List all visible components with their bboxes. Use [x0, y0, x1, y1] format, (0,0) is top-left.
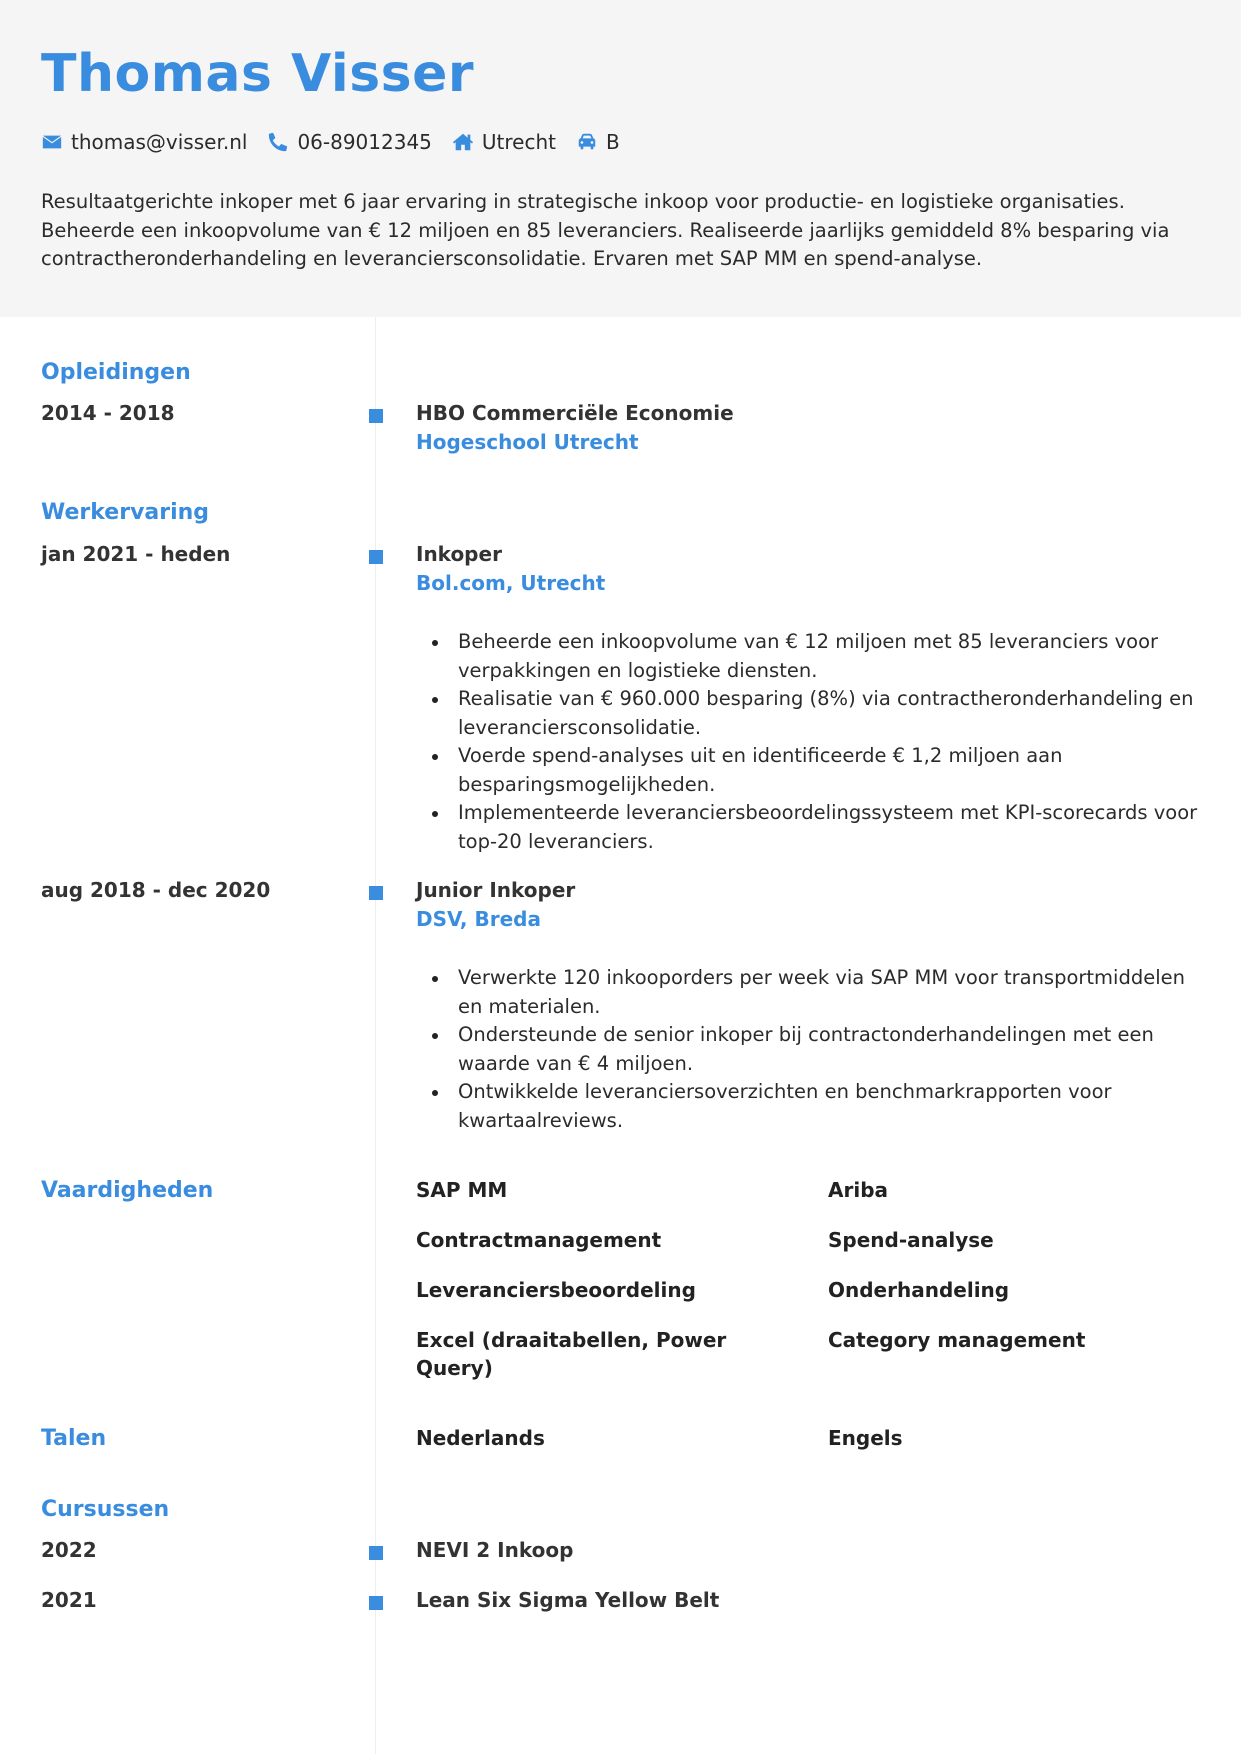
- header: [0, 0, 1241, 317]
- section-title-education: Opleidingen: [41, 360, 191, 385]
- skill-item: Contractmanagement: [416, 1228, 662, 1252]
- contact-phone: [267, 130, 431, 154]
- section-title-experience: Werkervaring: [41, 500, 210, 525]
- profile-summary: Resultaatgerichte inkoper met 6 jaar ervaring in strategische inkoop voor productie- en logistieke organisaties. Beheerde een inkoopvolume van € 12 miljoen en 85 leveranciers. Realiseerde jaarlijks gemiddeld 8% besparing via contractheronderhandeling en leveranciersconsolidatie. Ervaren met SAP MM en spend-analyse.: [41, 190, 1170, 270]
- timeline-marker: [369, 550, 383, 564]
- course-date: 2021: [41, 1588, 97, 1612]
- skill-item: Excel (draaitabellen, Power Query): [416, 1328, 727, 1380]
- timeline-marker: [369, 1596, 383, 1610]
- section-title-courses: Cursussen: [41, 1497, 170, 1522]
- job-title: Inkoper: [416, 542, 502, 566]
- job-company: Bol.com, Utrecht: [416, 571, 606, 595]
- timeline-marker: [369, 409, 383, 423]
- skill-item: Leveranciersbeoordeling: [416, 1278, 696, 1302]
- list-item: Beheerde een inkoopvolume van € 12 miljoen met 85 leveranciers voor verpakkingen en logistieke diensten.: [432, 628, 1212, 685]
- license-text: B: [606, 130, 620, 154]
- job-bullets: [432, 964, 1212, 1135]
- job-bullets: [432, 628, 1212, 856]
- education-date: 2014 - 2018: [41, 401, 175, 425]
- course-title: Lean Six Sigma Yellow Belt: [416, 1588, 720, 1612]
- skill-item: Spend-analyse: [828, 1228, 994, 1252]
- list-item: Verwerkte 120 inkooporders per week via SAP MM voor transportmiddelen en materialen.: [432, 964, 1212, 1021]
- phone-icon: [267, 131, 289, 153]
- job-date: aug 2018 - dec 2020: [41, 878, 271, 902]
- language-item: Engels: [828, 1426, 903, 1450]
- job-company: DSV, Breda: [416, 907, 541, 931]
- phone-text: 06-89012345: [297, 130, 432, 154]
- list-item: Voerde spend-analyses uit en identificeerde € 1,2 miljoen aan besparingsmogelijkheden.: [432, 742, 1212, 799]
- city-text: Utrecht: [481, 130, 556, 154]
- job-title: Junior Inkoper: [416, 878, 576, 902]
- home-icon: [452, 131, 474, 153]
- envelope-icon: [41, 131, 63, 153]
- language-item: Nederlands: [416, 1426, 545, 1450]
- candidate-name: Thomas Visser: [41, 44, 475, 104]
- course-title: NEVI 2 Inkoop: [416, 1538, 574, 1562]
- contact-email: [41, 130, 247, 154]
- timeline-marker: [369, 1546, 383, 1560]
- section-title-languages: Talen: [41, 1426, 107, 1451]
- skill-item: Ariba: [828, 1178, 889, 1202]
- contact-city: [452, 130, 556, 154]
- list-item: Implementeerde leveranciersbeoordelingssysteem met KPI-scorecards voor top-20 leveranciers.: [432, 799, 1212, 856]
- contact-row: [41, 128, 640, 156]
- section-title-skills: Vaardigheden: [41, 1178, 214, 1203]
- contact-license: [576, 130, 620, 154]
- list-item: Ontwikkelde leveranciersoverzichten en benchmarkrapporten voor kwartaalreviews.: [432, 1078, 1212, 1135]
- email-text: thomas@visser.nl: [71, 130, 248, 154]
- timeline-marker: [369, 886, 383, 900]
- education-school: Hogeschool Utrecht: [416, 430, 639, 454]
- car-icon: [576, 131, 598, 153]
- education-title: HBO Commerciële Economie: [416, 401, 734, 425]
- skill-item: SAP MM: [416, 1178, 508, 1202]
- job-date: jan 2021 - heden: [41, 542, 231, 566]
- skill-item: Category management: [828, 1328, 1086, 1352]
- list-item: Realisatie van € 960.000 besparing (8%) via contractheronderhandeling en leveranciersconsolidatie.: [432, 685, 1212, 742]
- course-date: 2022: [41, 1538, 97, 1562]
- timeline-divider: [375, 317, 376, 1754]
- skill-item: Onderhandeling: [828, 1278, 1010, 1302]
- list-item: Ondersteunde de senior inkoper bij contractonderhandelingen met een waarde van € 4 miljoen.: [432, 1021, 1212, 1078]
